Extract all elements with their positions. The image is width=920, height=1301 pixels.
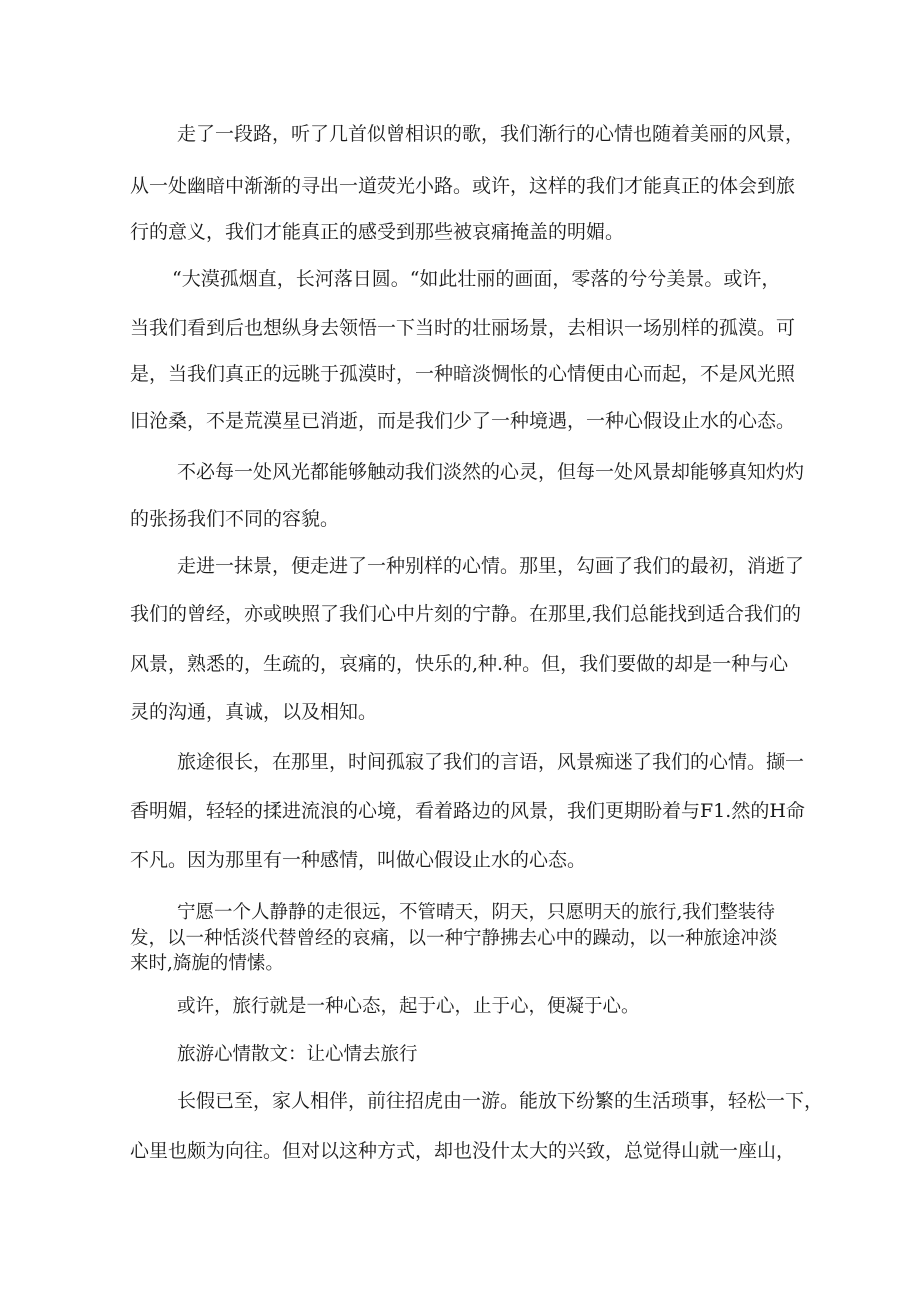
paragraph-line: 灵的沟通，真诚，以及相知。 — [130, 701, 378, 723]
paragraph-line: 的张扬我们不同的容貌。 — [130, 508, 340, 530]
paragraph-line: 不必每一处风光都能够触动我们淡然的心灵，但每一处风景却能够真知灼灼 — [177, 461, 805, 483]
paragraph-line: 我们的曾经，亦或映照了我们心中片刻的宁静。在那里,我们总能找到适合我们的 — [130, 603, 802, 625]
paragraph-line: 不凡。因为那里有一种感情，叫做心假设止水的心态。 — [130, 849, 587, 871]
paragraph-line: 心里也颇为向往。但对以这种方式，却也没什太大的兴致，总觉得山就一座山， — [130, 1140, 796, 1162]
paragraph-line: “大漠孤烟直，长河落日圆。“如此壮丽的画面，零落的兮兮美景。或许， — [172, 268, 781, 290]
paragraph-line: 旅途很长，在那里，时间孤寂了我们的言语，风景痴迷了我们的心情。撷一 — [177, 751, 805, 773]
paragraph-line: 或许，旅行就是一种心态，起于心，止于心，便凝于心。 — [177, 996, 640, 1017]
paragraph-line: 宁愿一个人静静的走很远，不管晴天，阴天，只愿明天的旅行,我们整装待 — [177, 902, 775, 923]
paragraph-line: 来时,旖旎的情愫。 — [130, 953, 284, 974]
paragraph-line: 旧沧桑，不是荒漠星已消逝，而是我们少了一种境遇，一种心假设止水的心态。 — [130, 410, 796, 432]
section-title: 旅游心情散文：让心情去旅行 — [177, 1044, 418, 1065]
paragraph-line: 长假已至，家人相伴，前往招虎由一游。能放下纷繁的生活琐事，轻松一下， — [177, 1090, 824, 1112]
paragraph-line: 走了一段路，听了几首似曾相识的歌，我们渐行的心情也随着美丽的风景， — [177, 123, 805, 145]
paragraph-line: 香明媚，轻轻的揉进流浪的心境，看着路边的风景，我们更期盼着与F1.然的H命 — [130, 800, 805, 822]
paragraph-line: 行的意义，我们才能真正的感受到那些被哀痛掩盖的明媚。 — [130, 221, 625, 243]
paragraph-line: 走进一抹景，便走进了一种别样的心情。那里，勾画了我们的最初，消逝了 — [177, 555, 805, 577]
paragraph-line: 从一处幽暗中渐渐的寻出一道荧光小路。或许，这样的我们才能真正的体会到旅 — [130, 175, 796, 197]
paragraph-line: 发，以一种恬淡代替曾经的哀痛，以一种宁静拂去心中的躁动，以一种旅途冲淡 — [130, 928, 778, 949]
paragraph-line: 是，当我们真正的远眺于孤漠时，一种暗淡惆怅的心情便由心而起，不是风光照 — [130, 363, 796, 385]
paragraph-line: 风景，熟悉的，生疏的，哀痛的，快乐的,种.种。但，我们要做的却是一种与心 — [130, 653, 789, 675]
paragraph-line: 当我们看到后也想纵身去领悟一下当时的壮丽场景，去相识一场别样的孤漠。可 — [130, 317, 796, 339]
